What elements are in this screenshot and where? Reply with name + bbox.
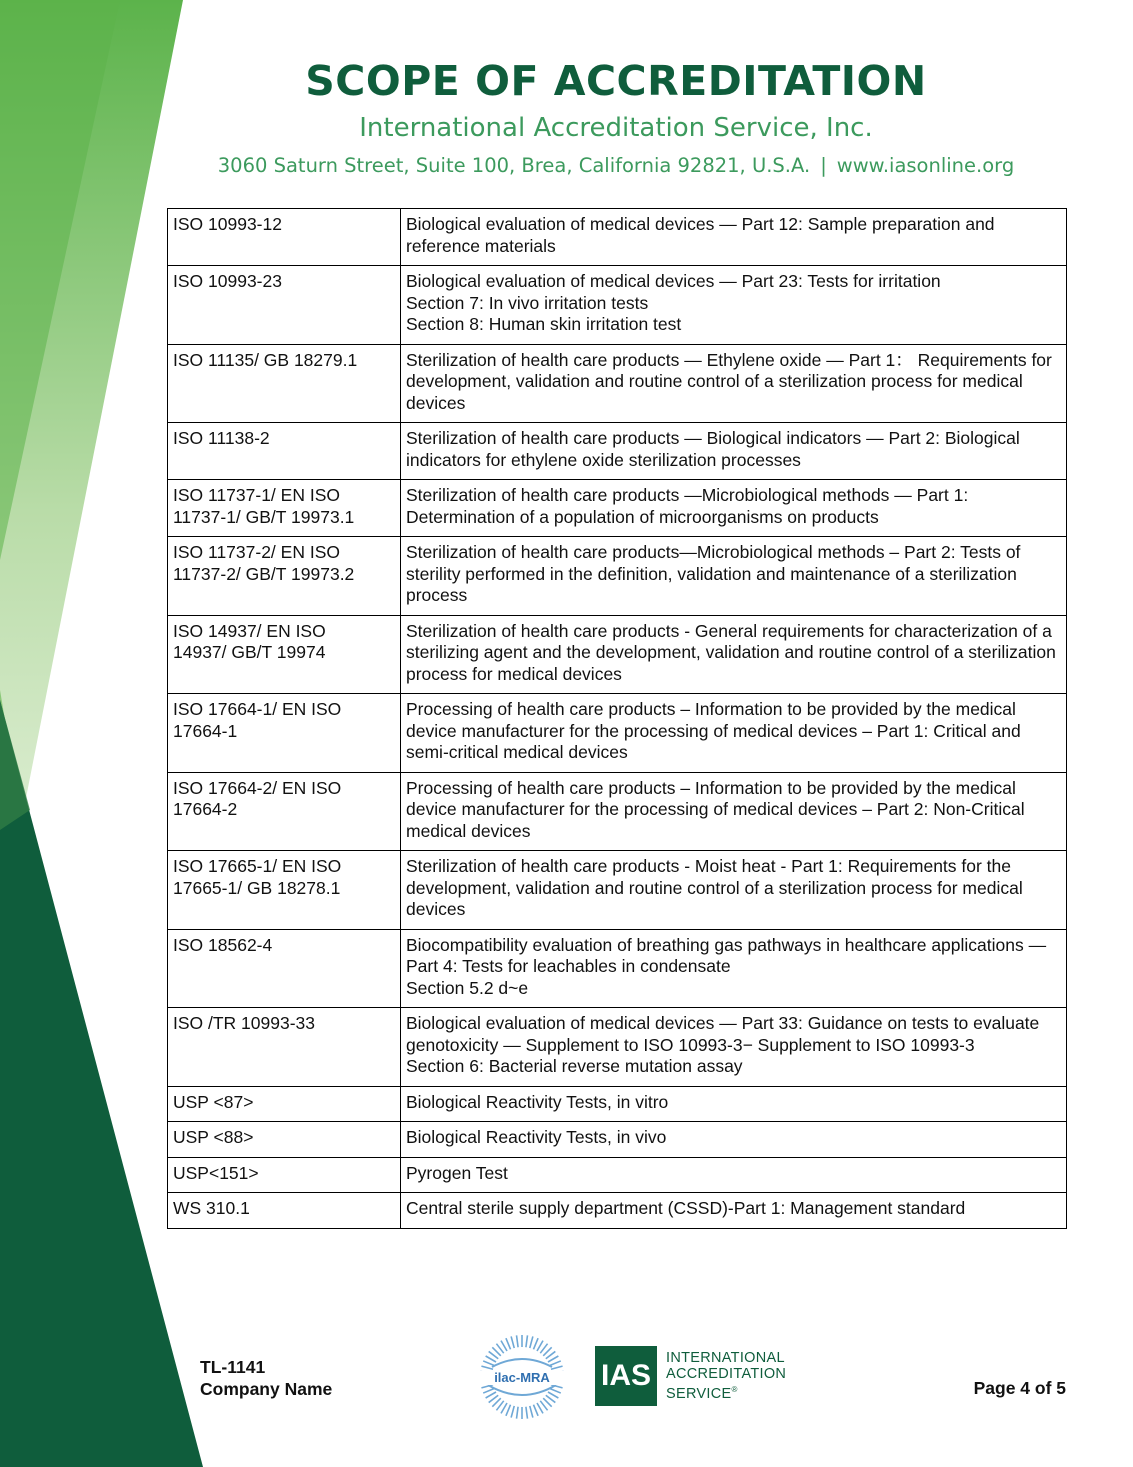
- ilac-logo-ray: [517, 1407, 519, 1419]
- standard-code-line: ISO 11737-2/ EN ISO: [173, 542, 340, 562]
- standard-cell: [168, 344, 401, 423]
- ias-name-line: INTERNATIONAL: [666, 1350, 785, 1366]
- standard-cell: [168, 851, 401, 930]
- standard-code-line: ISO 10993-12: [173, 214, 282, 234]
- standard-code-line: ISO 17664-1/ EN ISO: [173, 699, 342, 719]
- standard-code-line: 17664-2: [173, 799, 238, 819]
- ilac-logo-ray: [530, 1406, 533, 1418]
- ilac-logo-ray: [486, 1356, 496, 1362]
- ilac-logo-ray: [511, 1336, 514, 1348]
- table-row: [168, 266, 1067, 345]
- table-row: [168, 1122, 1067, 1158]
- ilac-logo-ray: [533, 1338, 538, 1349]
- description-line: Section 6: Bacterial reverse mutation assay: [406, 1056, 743, 1076]
- description-cell: [401, 1086, 1067, 1122]
- description-cell: [401, 851, 1067, 930]
- description-cell: [401, 537, 1067, 616]
- standard-code-line: ISO 17665-1/ EN ISO: [173, 856, 342, 876]
- standard-code-line: 17665-1/ GB 18278.1: [173, 877, 341, 898]
- description-cell: [401, 1193, 1067, 1229]
- ilac-logo-ray: [486, 1392, 496, 1398]
- description-cell: [401, 266, 1067, 345]
- ilac-logo-ray: [483, 1388, 494, 1393]
- description-line: Central sterile supply department (CSSD)-Part 1: Management standard: [406, 1198, 966, 1218]
- accreditation-scope-table: [167, 208, 1067, 1229]
- standard-code-line: 11737-2/ GB/T 19973.2: [173, 563, 355, 584]
- description-line: Biological evaluation of medical devices — Part 23: Tests for irritation: [406, 271, 941, 291]
- standard-cell: [168, 423, 401, 480]
- street-address: 3060 Saturn Street, Suite 100, Brea, California 92821, U.S.A.: [217, 154, 811, 177]
- standard-code-line: USP <88>: [173, 1127, 254, 1147]
- table-row: [168, 694, 1067, 773]
- page-number: Page 4 of 5: [973, 1378, 1066, 1398]
- description-line: Processing of health care products – Information to be provided by the medical device manufacturer for the processing of medical devices – Part 1: Critical and semi-critical medical devices: [406, 699, 1021, 762]
- table-row: [168, 772, 1067, 851]
- standard-code-line: ISO 14937/ EN ISO: [173, 620, 326, 641]
- table-row: [168, 1086, 1067, 1122]
- certificate-number: TL-1141: [200, 1357, 266, 1377]
- description-line: Sterilization of health care products — Ethylene oxide — Part 1： Requirements for development, validation and routine control of a sterilization process for medical devices: [406, 349, 1052, 413]
- ias-logo-mark: IAS: [595, 1346, 657, 1406]
- organization-name: International Accreditation Service, Inc.: [359, 113, 873, 143]
- table-row: [168, 344, 1067, 423]
- description-cell: [401, 344, 1067, 423]
- document-title: SCOPE OF ACCREDITATION: [305, 57, 927, 105]
- ilac-logo-ray: [511, 1406, 514, 1418]
- standard-cell: [168, 266, 401, 345]
- ias-name-line: ACCREDITATION: [666, 1366, 787, 1382]
- standard-code-line: USP<151>: [173, 1162, 259, 1183]
- description-line: Sterilization of health care products —Microbiological methods — Part 1: Determination of a population of microorganisms on products: [406, 485, 969, 527]
- table-row: [168, 209, 1067, 266]
- standard-cell: [168, 1086, 401, 1122]
- description-line: Pyrogen Test: [406, 1162, 508, 1183]
- description-line: Biological Reactivity Tests, in vivo: [406, 1127, 667, 1147]
- description-line: Biocompatibility evaluation of breathing gas pathways in healthcare applications — Part 4: Tests for leachables in condensate: [406, 934, 1047, 976]
- table-row: [168, 615, 1067, 694]
- standard-code-line: ISO /TR 10993-33: [173, 1013, 316, 1033]
- table-row: [168, 1008, 1067, 1087]
- ilac-logo-ray: [550, 1388, 561, 1393]
- standard-code-line: WS 310.1: [173, 1198, 250, 1218]
- table-row: [168, 1157, 1067, 1193]
- website-link[interactable]: www.iasonline.org: [836, 154, 1015, 177]
- footer-identification: [200, 1356, 332, 1400]
- ilac-logo-ray: [537, 1341, 543, 1351]
- standard-code-line: ISO 11138-2: [173, 428, 270, 448]
- document-header: [165, 55, 1067, 179]
- ilac-logo-text: ilac-MRA: [494, 1370, 550, 1385]
- standard-code-line: ISO 11135/ GB 18279.1: [173, 349, 358, 370]
- ilac-logo-ray: [548, 1392, 558, 1398]
- registered-mark: ®: [731, 1385, 738, 1394]
- standard-code-line: USP <87>: [173, 1091, 254, 1112]
- description-line: Processing of health care products – Information to be provided by the medical device manufacturer for the processing of medical devices – Part 2: Non-Critical medical devices: [406, 777, 1025, 841]
- description-line: Sterilization of health care products - General requirements for characterization of a sterilizing agent and the development, validation and routine control of a sterilization process for medical devices: [406, 620, 1056, 684]
- ilac-logo-ray: [506, 1405, 511, 1416]
- standard-code-line: 17664-1: [173, 720, 238, 741]
- ias-name-line: SERVICE®: [666, 1385, 738, 1402]
- description-line: Biological Reactivity Tests, in vitro: [406, 1091, 669, 1112]
- standard-code-line: ISO 18562-4: [173, 934, 273, 955]
- company-name: Company Name: [200, 1379, 333, 1399]
- description-cell: [401, 694, 1067, 773]
- description-line: Section 8: Human skin irritation test: [406, 314, 682, 334]
- description-cell: [401, 209, 1067, 266]
- description-cell: [401, 929, 1067, 1008]
- standard-cell: [168, 694, 401, 773]
- standard-cell: [168, 209, 401, 266]
- description-cell: [401, 1008, 1067, 1087]
- ilac-logo-ray: [506, 1338, 511, 1349]
- ilac-logo-ray: [548, 1356, 558, 1362]
- address-separator: |: [820, 154, 827, 177]
- description-cell: [401, 615, 1067, 694]
- standard-cell: [168, 615, 401, 694]
- description-line: Section 7: In vivo irritation tests: [406, 292, 649, 313]
- table-row: [168, 1193, 1067, 1229]
- standard-cell: [168, 929, 401, 1008]
- ilac-logo-ray: [537, 1403, 543, 1413]
- ilac-logo-ray: [517, 1335, 519, 1347]
- description-cell: [401, 480, 1067, 537]
- organization-address-line: [165, 153, 1067, 179]
- description-line: Section 5.2 d~e: [406, 977, 529, 998]
- description-cell: [401, 1157, 1067, 1193]
- description-line: Sterilization of health care products - Moist heat - Part 1: Requirements for the development, validation and routine control of a sterilization process for medical devices: [406, 856, 1023, 919]
- ilac-logo-ray: [551, 1366, 563, 1369]
- description-line: Sterilization of health care products — Biological indicators — Part 2: Biological indicators for ethylene oxide sterilization processes: [406, 428, 1020, 470]
- standard-cell: [168, 1193, 401, 1229]
- table-row: [168, 851, 1067, 930]
- standard-code-line: ISO 11737-1/ EN ISO: [173, 485, 340, 505]
- standard-code-line: ISO 17664-2/ EN ISO: [173, 777, 342, 798]
- standard-code-line: ISO 10993-23: [173, 271, 282, 291]
- table-row: [168, 929, 1067, 1008]
- table-row: [168, 423, 1067, 480]
- standard-code-line: 11737-1/ GB/T 19973.1: [173, 506, 355, 527]
- standard-code-line: 14937/ GB/T 19974: [173, 642, 326, 662]
- description-line: Biological evaluation of medical devices — Part 33: Guidance on tests to evaluate genotoxicity — Supplement to ISO 10993-3− Supplement to ISO 10993-3: [406, 1013, 1040, 1055]
- ilac-logo-ray: [501, 1341, 507, 1351]
- table-row: [168, 480, 1067, 537]
- ilac-logo-ray: [550, 1361, 561, 1366]
- description-cell: [401, 1122, 1067, 1158]
- description-line: Biological evaluation of medical devices — Part 12: Sample preparation and reference materials: [406, 214, 995, 256]
- standard-cell: [168, 1122, 401, 1158]
- table-row: [168, 537, 1067, 616]
- standard-cell: [168, 537, 401, 616]
- ilac-logo-ray: [526, 1407, 528, 1419]
- standard-cell: [168, 480, 401, 537]
- description-cell: [401, 423, 1067, 480]
- description-line: Sterilization of health care products—Microbiological methods – Part 2: Tests of sterility performed in the definition, validation and maintenance of a sterilization process: [406, 542, 1021, 605]
- ias-logo-wordmark: [666, 1350, 786, 1402]
- standard-cell: [168, 1008, 401, 1087]
- ilac-mra-logo: [478, 1333, 566, 1421]
- ilac-logo-ray: [501, 1403, 507, 1413]
- ilac-logo-ray: [526, 1335, 528, 1347]
- standard-cell: [168, 772, 401, 851]
- description-cell: [401, 772, 1067, 851]
- ilac-logo-ray: [483, 1361, 494, 1366]
- standard-cell: [168, 1157, 401, 1193]
- ilac-logo-ray: [481, 1366, 493, 1369]
- ilac-logo-ray: [533, 1405, 538, 1416]
- ilac-logo-ray: [530, 1336, 533, 1348]
